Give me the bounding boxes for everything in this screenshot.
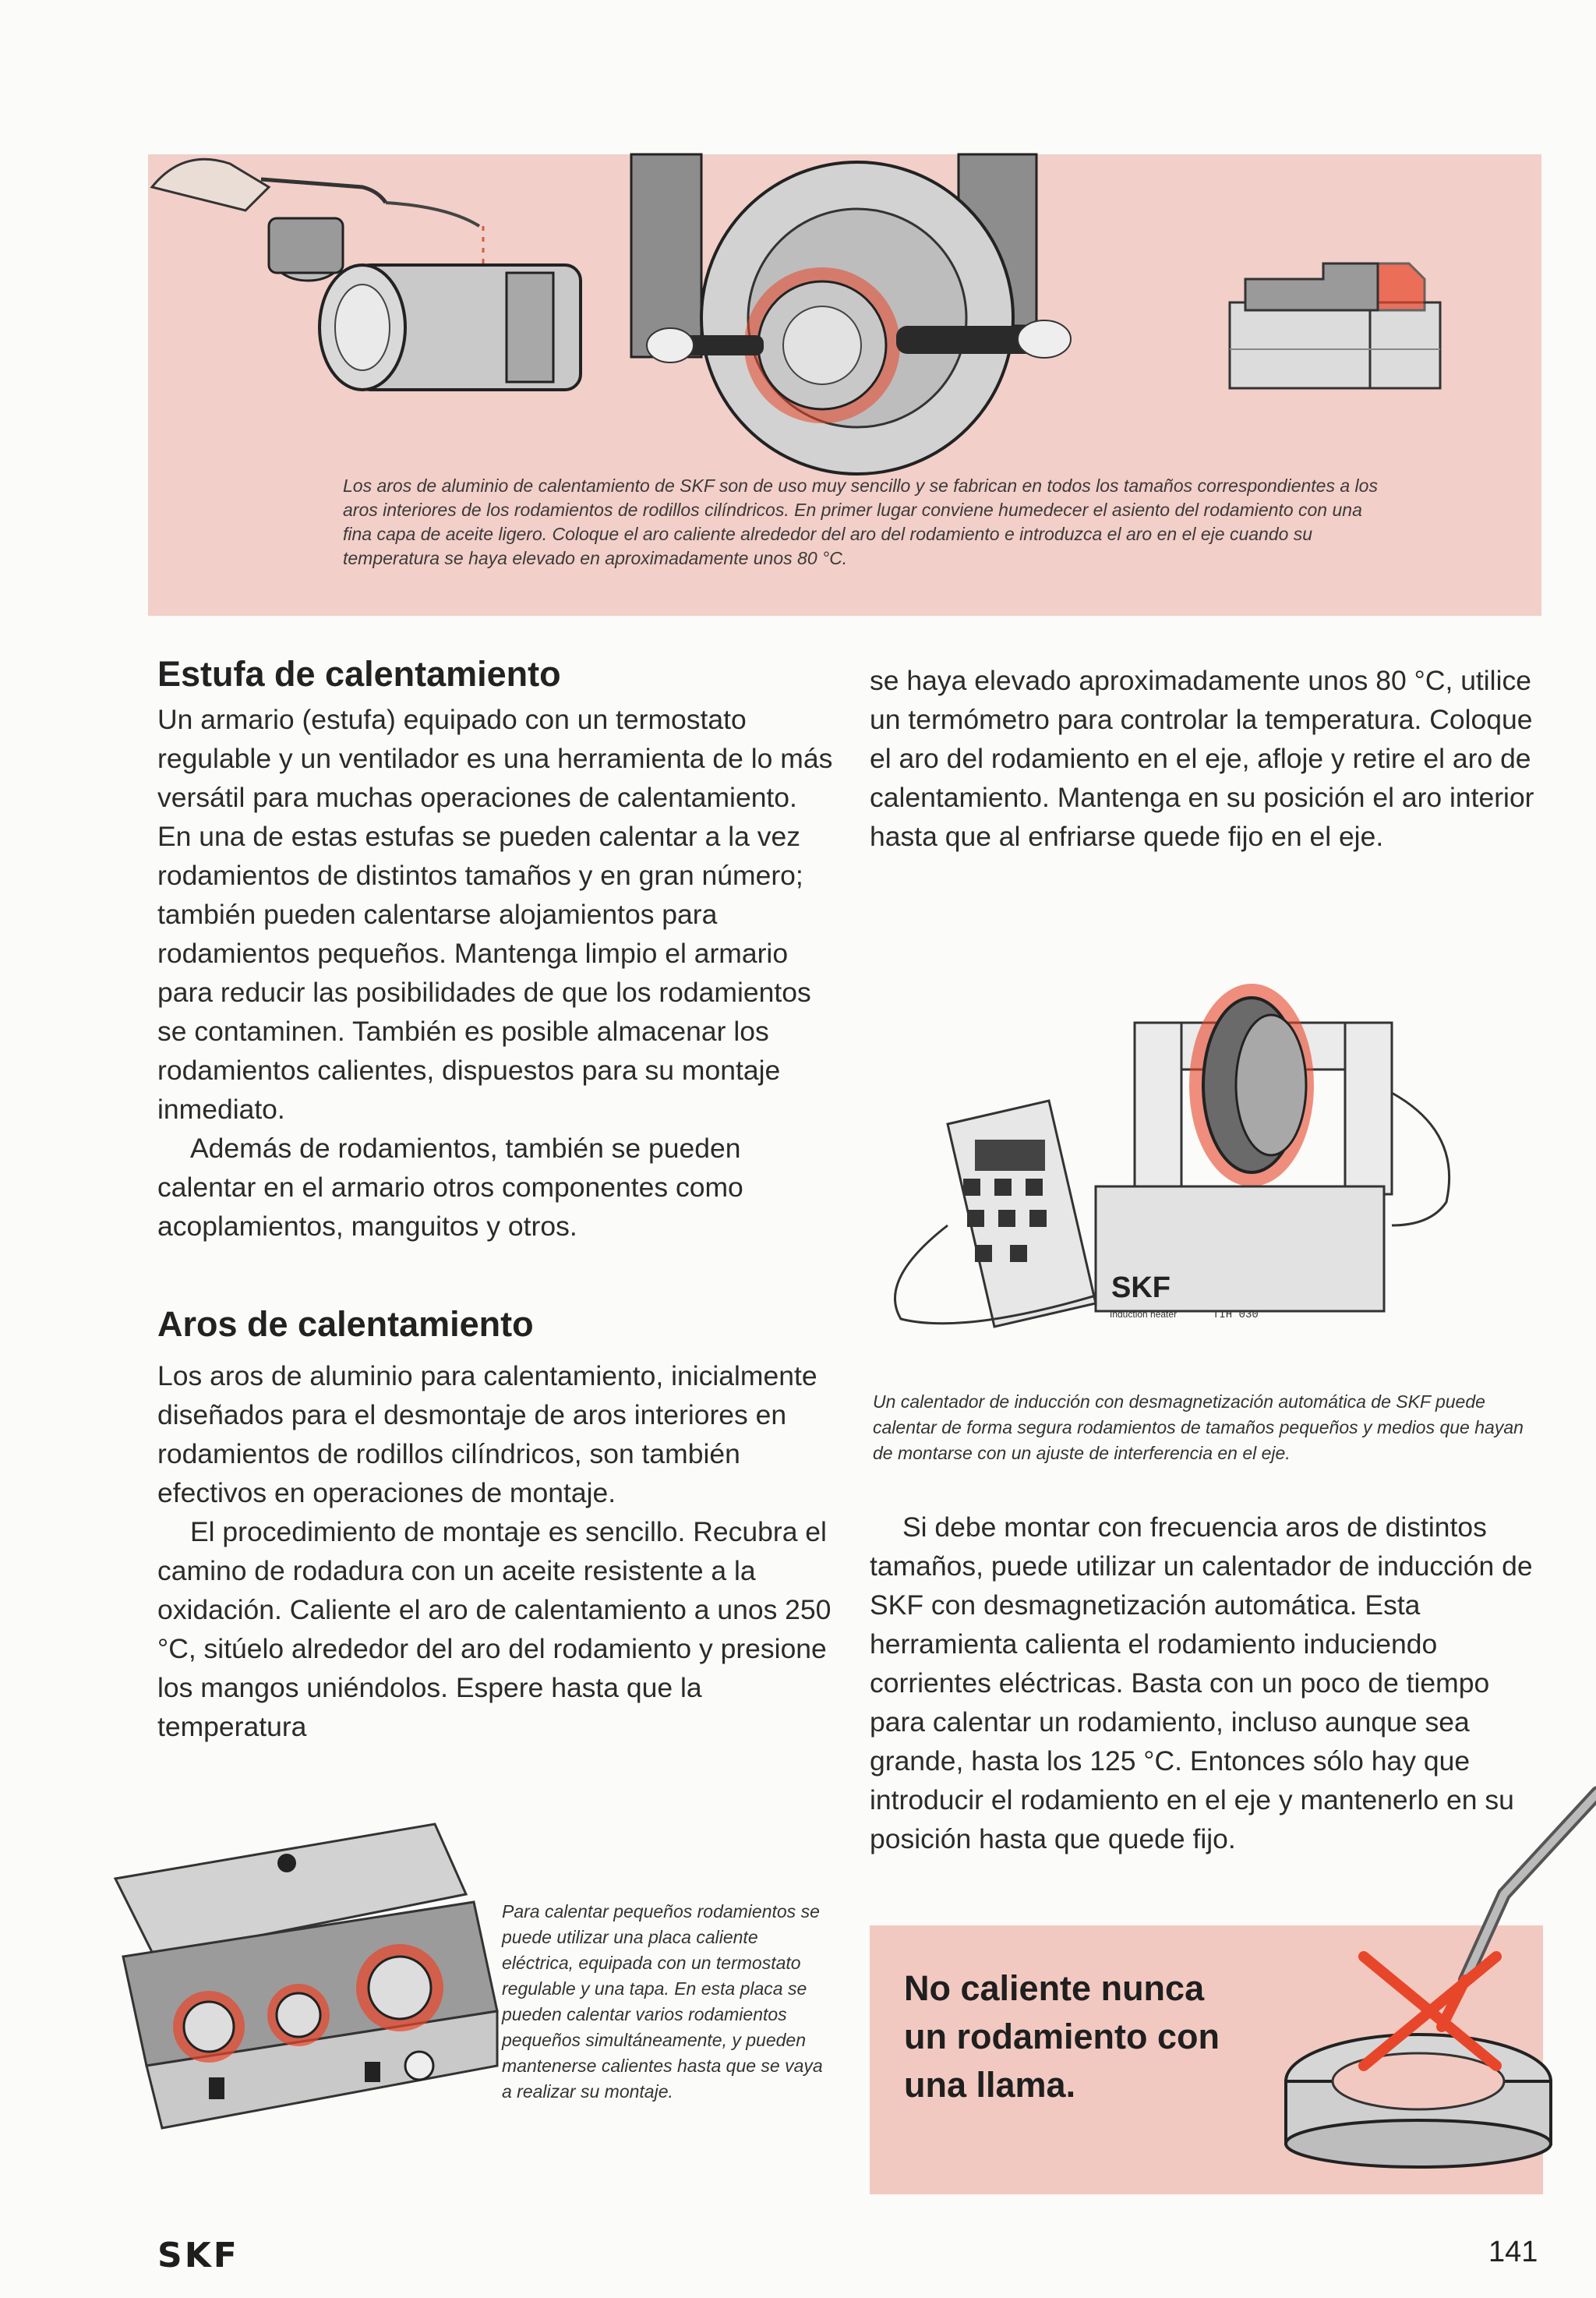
- flame-torch-illustration: [1270, 1793, 1596, 2167]
- warning-text: No caliente nunca un rodamiento con una llama.: [904, 1968, 1220, 2105]
- paragraph-aros-2: El procedimiento de montaje es sencillo. Recubra el camino de rodadura con un aceite resistente a la oxidación. Caliente el aro de calentamiento a unos 250 °C, sitúelo alrededor del aro del rodamiento y presione los mangos uniéndolos. Espere hasta que la temperatura: [157, 1516, 832, 1742]
- skf-logo: SKF: [157, 2236, 239, 2275]
- heater-model: TIH 030: [1213, 1309, 1259, 1321]
- paragraph-estufa-2: Además de rodamientos, también se pueden calentar en el armario otros componentes como acoplamientos, manguitos y otros.: [157, 1133, 743, 1242]
- heater-brand: SKF: [1111, 1271, 1171, 1304]
- hotplate-caption: Para calentar pequeños rodamientos se puede utilizar una placa caliente eléctrica, equipada con un termostato regulable y una tapa. En esta placa se pueden calentar varios rodamientos pequeños simultáneamente, y pueden mantenerse calientes hasta que se vaya a realizar su montaje.: [502, 1901, 823, 2102]
- paragraph-right-2: Si debe montar con frecuencia aros de distintos tamaños, puede utilizar un calentador de inducción de SKF con desmagnetización automática. Esta herramienta calienta el rodamiento induciendo corrientes eléctricas. Basta con un poco de tiempo para calentar un rodamiento, incluso aunque sea grande, hasta los 125 °C. Entonces sólo hay que introducir el rodamiento en el eje y mantenerlo en su posición hasta que quede fijo.: [870, 1511, 1533, 1854]
- paragraph-aros-1: Los aros de aluminio para calentamiento, inicialmente diseñados para el desmontaje de aros interiores en rodamientos de rodillos cilíndricos, son también efectivos en operaciones de montaje.: [157, 1360, 817, 1508]
- hot-plate-illustration: [108, 1816, 513, 2144]
- paragraph-estufa: [157, 700, 835, 1246]
- oil-can-illustration: [152, 140, 620, 390]
- heating-ring-illustration: [623, 154, 1091, 482]
- heater-label: Induction heater: [1110, 1309, 1178, 1320]
- paragraph-estufa-1: Un armario (estufa) equipado con un termostato regulable y un ventilador es una herramienta de lo más versátil para muchas operaciones de calentamiento. En una de estas estufas se pueden calentar a la vez rodamientos de distintos tamaños y en gran número; también pueden calentarse alojamientos para rodamientos pequeños. Mantenga limpio el armario para reducir las posibilidades de que los rodamientos se contaminen. También es posible almacenar los rodamientos calientes, dispuestos para su montaje inmediato.: [157, 704, 833, 1125]
- paragraph-aros: [157, 1356, 835, 1746]
- top-caption: Los aros de aluminio de calentamiento de SKF son de uso muy sencillo y se fabrican en todos los tamaños correspondientes a los aros interiores de los rodamientos de rodillos cilíndricos. En primer lugar conviene humedecer el asiento del rodamiento con una fina capa de aceite ligero. Coloque el aro caliente alrededor del aro del rodamiento e introduzca el aro en el eje cuando su temperatura se haya elevado en aproximadamente unos 80 °C.: [343, 476, 1378, 568]
- page-number: 141: [1488, 2236, 1538, 2268]
- heater-caption: Un calentador de inducción con desmagnetización automática de SKF puede calentar de forma segura rodamientos de tamaños pequeños y medios que hayan de montarse con un ajuste de interferencia en el eje.: [873, 1391, 1524, 1463]
- induction-heater-illustration: [870, 945, 1462, 1342]
- heading-estufa: Estufa de calentamiento: [157, 654, 561, 694]
- bearing-section-illustration: [1230, 248, 1448, 388]
- heading-aros: Aros de calentamiento: [157, 1304, 534, 1344]
- paragraph-right-1: se haya elevado aproximadamente unos 80 °C, utilice un termómetro para controlar la temperatura. Coloque el aro del rodamiento en el eje, afloje y retire el aro de calentamiento. Mantenga en su posición el aro interior hasta que al enfriarse quede fijo en el eje.: [870, 665, 1534, 852]
